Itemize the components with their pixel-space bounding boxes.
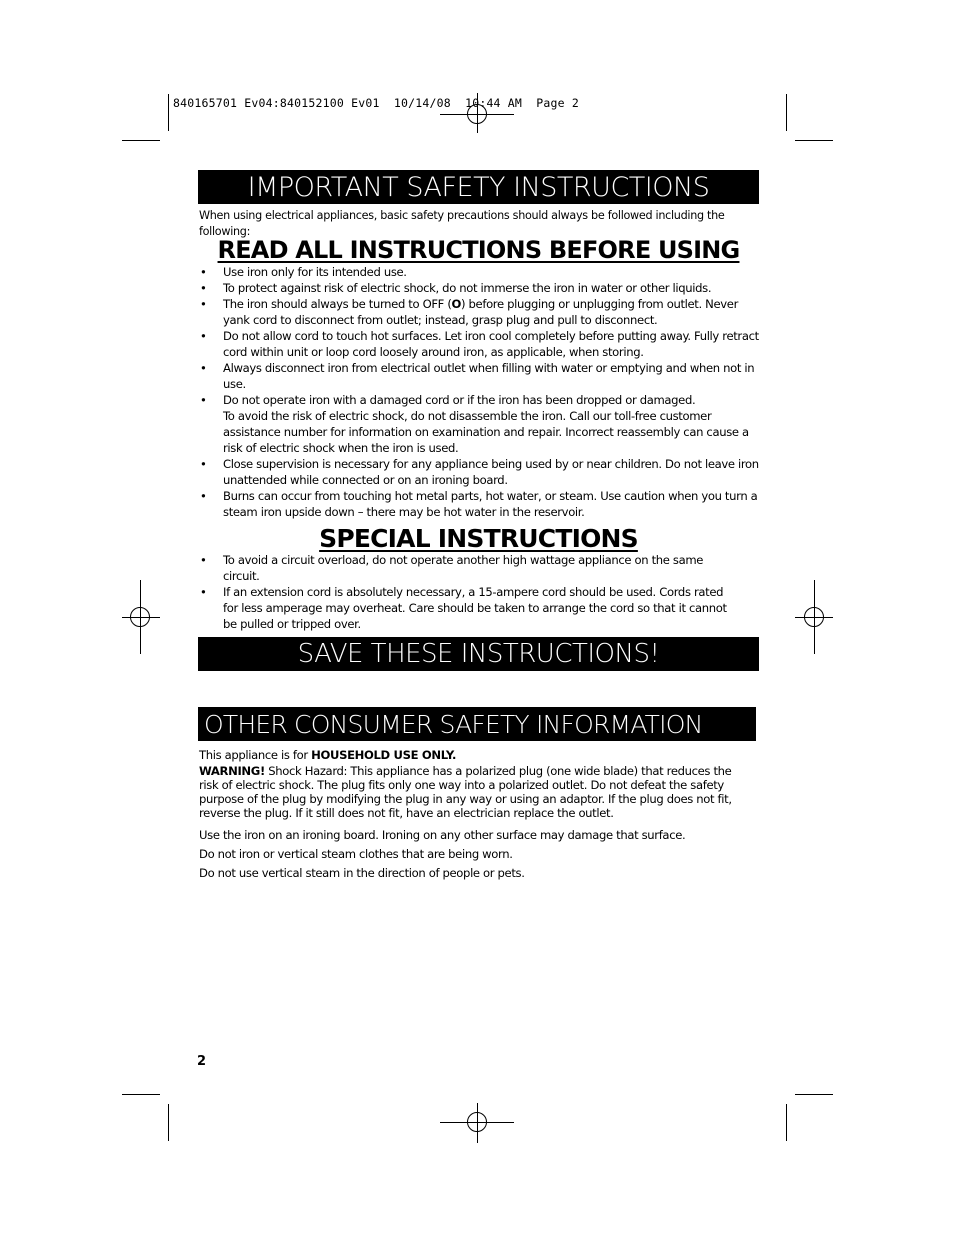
banner-other-text: OTHER CONSUMER SAFETY INFORMATION bbox=[204, 709, 703, 739]
list-item: • Use iron only for its intended use. bbox=[199, 264, 761, 280]
safety-list bbox=[199, 264, 761, 520]
heading-special: SPECIAL INSTRUCTIONS bbox=[319, 524, 638, 553]
warning-paragraph: WARNING! Shock Hazard: This appliance has a polarized plug (one wide blade) that reduces the risk of electric shock. The plug fits only one way into a polarized outlet. Do not defeat the safety purpose of the plug by modifying the plug in any way or using an adaptor. If the plug does not fit, reverse the plug. If it still does not fit, have an electrician replace the outlet. bbox=[199, 764, 732, 820]
list-item: • Do not operate iron with a damaged cord or if the iron has been dropped or damaged. To avoid the risk of electric shock, do not disassemble the iron. Call our toll-free customer assistance number for information on examination and repair. Incorrect reassembly can cause a risk of electric shock when the iron is used. bbox=[199, 392, 761, 456]
list-item: • Burns can occur from touching hot metal parts, hot water, or steam. Use caution when you turn a steam iron upside down – there may be hot water in the reservoir. bbox=[199, 488, 761, 520]
banner-save-instructions bbox=[198, 637, 759, 671]
banner-other-consumer bbox=[198, 707, 756, 741]
household-note: This appliance is for HOUSEHOLD USE ONLY. bbox=[199, 748, 457, 762]
consumer-info bbox=[199, 747, 749, 881]
note-item: Use the iron on an ironing board. Ironing on any other surface may damage that surface. bbox=[199, 828, 686, 842]
print-slug: 840165701 Ev04:840152100 Ev01 10/14/08 10:44 AM Page 2 bbox=[173, 96, 580, 110]
page-number: 2 bbox=[197, 1054, 207, 1069]
warning-label: WARNING! bbox=[199, 764, 265, 778]
list-item: • Close supervision is necessary for any appliance being used by or near children. Do not leave iron unattended while connected or on an ironing board. bbox=[199, 456, 761, 488]
list-item: • To avoid a circuit overload, do not operate another high wattage appliance on the same circuit. bbox=[199, 552, 729, 584]
banner-save-text: SAVE THESE INSTRUCTIONS! bbox=[297, 639, 660, 669]
banner-important-text: IMPORTANT SAFETY INSTRUCTIONS bbox=[247, 171, 710, 203]
banner-important-safety bbox=[198, 170, 759, 204]
note-item: Do not use vertical steam in the direction of people or pets. bbox=[199, 866, 525, 880]
list-item: • Always disconnect iron from electrical outlet when filling with water or emptying and when not in use. bbox=[199, 360, 761, 392]
note-item: Do not iron or vertical steam clothes that are being worn. bbox=[199, 847, 513, 861]
list-item: • To protect against risk of electric shock, do not immerse the iron in water or other liquids. bbox=[199, 280, 761, 296]
off-symbol: O bbox=[451, 297, 462, 311]
intro-text: When using electrical appliances, basic safety precautions should always be followed including the following: bbox=[199, 209, 725, 238]
heading-read-all: READ ALL INSTRUCTIONS BEFORE USING bbox=[217, 236, 740, 264]
list-item: • If an extension cord is absolutely necessary, a 15-ampere cord should be used. Cords rated for less amperage may overheat. Care should be taken to arrange the cord so that it cannot be pulled or tripped over. bbox=[199, 584, 729, 632]
list-item: • The iron should always be turned to OFF (O) before plugging or unplugging from outlet. Never yank cord to disconnect from outlet; instead, grasp plug and pull to disconnect. bbox=[199, 296, 761, 328]
list-item: • Do not allow cord to touch hot surfaces. Let iron cool completely before putting away. Fully retract cord within unit or loop cord loosely around iron, as applicable, when storing. bbox=[199, 328, 761, 360]
special-list bbox=[199, 552, 729, 632]
